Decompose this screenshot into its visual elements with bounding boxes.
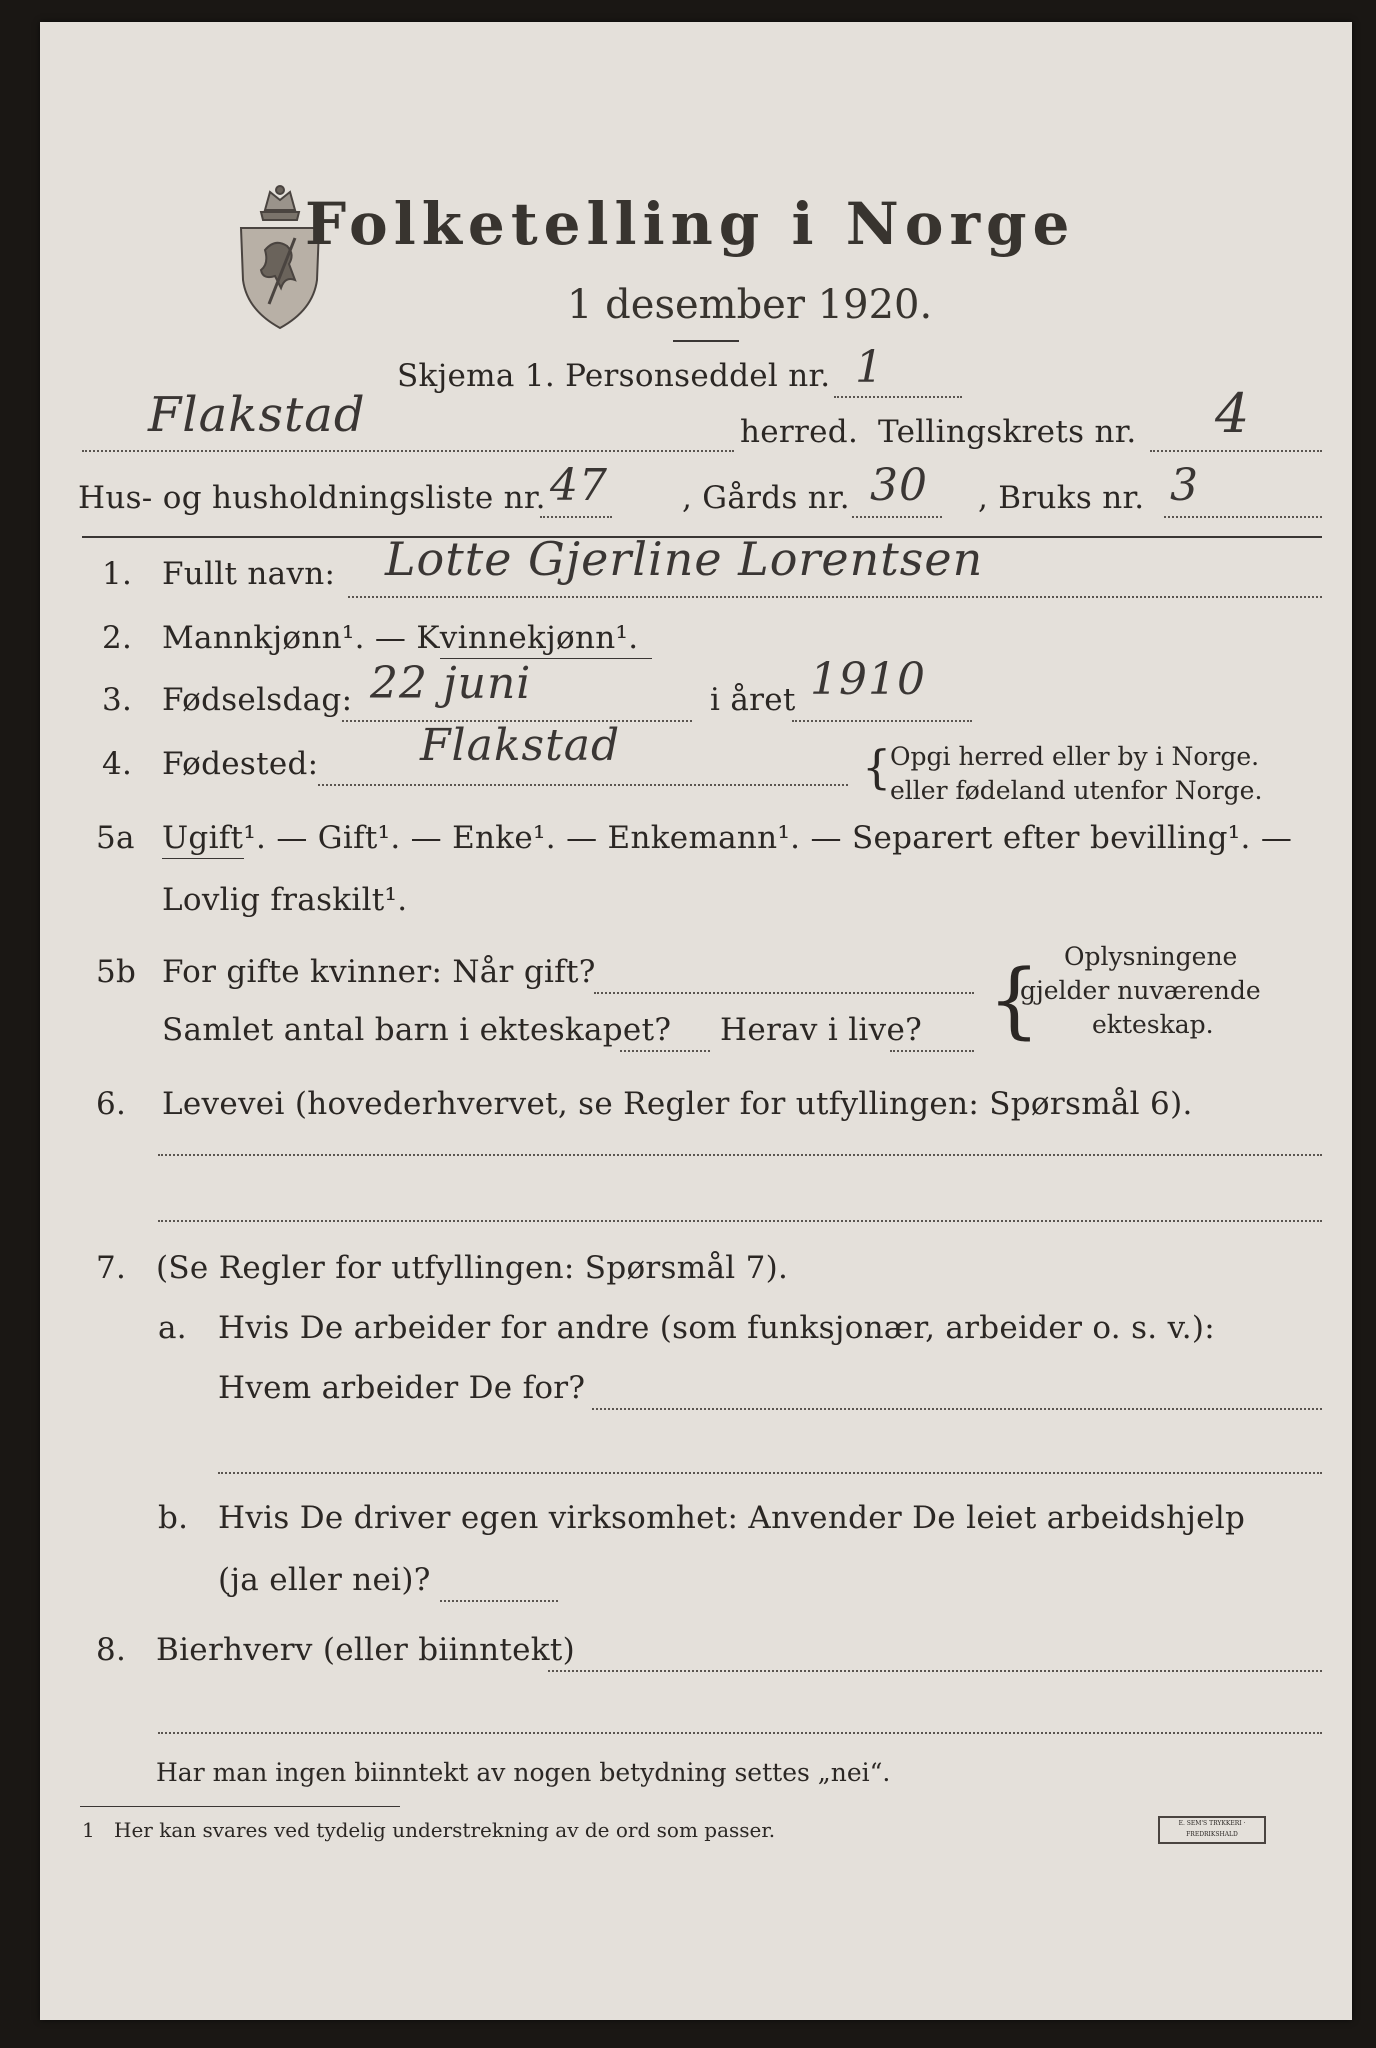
herred-dotted-line (82, 450, 734, 452)
tellingskrets-number-handwritten: 4 (1215, 382, 1251, 445)
q7a-employer-label: Hvem arbeider De for? (218, 1370, 586, 1406)
q6-label: Levevei (hovederhvervet, se Regler for utfyllingen: Spørsmål 6). (162, 1086, 1193, 1122)
q1-number: 1. (102, 556, 133, 592)
q5b-children-dotted-line (620, 1050, 710, 1052)
q4-note-line-1: Opgi herred eller by i Norge. (890, 742, 1260, 771)
q6-number: 6. (96, 1086, 127, 1122)
q8-label: Bierhverv (eller biinntekt) (156, 1632, 576, 1668)
q4-label: Fødested: (162, 746, 319, 782)
q7a-employer-dotted-line (592, 1408, 1322, 1410)
q7b-label: Hvis De driver egen virksomhet: Anvender De leiet arbeidshjelp (218, 1500, 1246, 1536)
q8-number: 8. (96, 1632, 127, 1668)
q6-dotted-line-1 (158, 1154, 1322, 1156)
skjema-number-handwritten: 1 (855, 342, 884, 393)
gards-label: , Gårds nr. (682, 480, 850, 516)
printer-stamp: E. SEM'S TRYKKERI · FREDRIKSHALD (1158, 1816, 1266, 1844)
q4-dotted-line (318, 784, 848, 786)
q1-label: Fullt navn: (162, 556, 336, 592)
q2-gender-options: Mannkjønn¹. — Kvinnekjønn¹. (162, 620, 639, 656)
q1-dotted-line (348, 596, 1322, 598)
q7a-letter: a. (158, 1310, 187, 1346)
q5b-married-dotted-line (594, 992, 974, 994)
herred-value-handwritten: Flakstad (148, 387, 366, 443)
q7b-letter: b. (158, 1500, 189, 1536)
q4-number: 4. (102, 746, 133, 782)
skjema-label: Skjema 1. Personseddel nr. (397, 358, 831, 394)
q6-dotted-line-2 (158, 1220, 1322, 1222)
q5b-alive-dotted-line (890, 1050, 974, 1052)
skjema-dotted-line (834, 396, 962, 398)
q3-year-label: i året (710, 682, 796, 718)
q4-birthplace-handwritten: Flakstad (420, 720, 621, 771)
q5b-children-label: Samlet antal barn i ekteskapet? (162, 1012, 672, 1048)
q2-number: 2. (102, 620, 133, 656)
q7-number: 7. (96, 1250, 127, 1286)
q3-year-handwritten: 1910 (810, 654, 926, 705)
footnote-divider (80, 1806, 400, 1807)
census-form-sheet (40, 22, 1352, 2020)
q5b-number: 5b (96, 954, 137, 990)
q7a-extra-dotted-line (218, 1472, 1322, 1474)
census-date: 1 desember 1920. (567, 282, 933, 328)
q5b-note-line-3: ekteskap. (1092, 1010, 1214, 1039)
q5a-marital-options: Ugift¹. — Gift¹. — Enke¹. — Enkemann¹. — Separert efter bevilling¹. — (162, 820, 1293, 856)
bruks-number-handwritten: 3 (1170, 460, 1199, 511)
title-divider (673, 340, 739, 342)
q4-note-line-2: eller fødeland utenfor Norge. (890, 776, 1263, 805)
husholdningsliste-label: Hus- og husholdningsliste nr. (78, 480, 546, 516)
herred-label: herred. (740, 414, 859, 450)
form-title: Folketelling i Norge (305, 190, 1076, 258)
q8-dotted-line (548, 1670, 1322, 1672)
q5b-alive-label: Herav i live? (720, 1012, 923, 1048)
q7-label: (Se Regler for utfyllingen: Spørsmål 7). (156, 1250, 789, 1286)
q7a-label: Hvis De arbeider for andre (som funksjonær, arbeider o. s. v.): (218, 1310, 1216, 1346)
q8-extra-dotted-line (158, 1732, 1322, 1734)
gards-number-handwritten: 30 (870, 460, 928, 511)
biinntekt-note: Har man ingen biinntekt av nogen betydning settes „nei“. (156, 1758, 891, 1787)
q5a-underline-ugift (162, 858, 244, 859)
tellingskrets-dotted-line (1150, 450, 1322, 452)
q5b-note-line-2: gjelder nuværende (1020, 976, 1261, 1005)
husholdningsliste-dotted-line (540, 516, 612, 518)
q7b-dotted-line (440, 1600, 558, 1602)
q4-note-brace: { (862, 740, 892, 794)
q3-birthday-handwritten: 22 juni (370, 658, 532, 709)
bruks-label: , Bruks nr. (978, 480, 1145, 516)
q7b-yes-no-label: (ja eller nei)? (218, 1562, 431, 1598)
gards-dotted-line (852, 516, 942, 518)
q3-label: Fødselsdag: (162, 682, 353, 718)
footnote-text: Her kan svares ved tydelig understrekning av de ord som passer. (114, 1818, 776, 1842)
q1-full-name-handwritten: Lotte Gjerline Lorentsen (385, 532, 984, 586)
q5b-married-label: For gifte kvinner: Når gift? (162, 954, 596, 990)
q5b-note-line-1: Oplysningene (1064, 942, 1238, 971)
footnote-number: 1 (82, 1818, 95, 1842)
q5a-number: 5a (96, 820, 135, 856)
q5a-marital-options-continued: Lovlig fraskilt¹. (162, 882, 408, 918)
q3-year-dotted-line (792, 720, 972, 722)
q3-number: 3. (102, 682, 133, 718)
bruks-dotted-line (1164, 516, 1322, 518)
husholdningsliste-number-handwritten: 47 (550, 460, 608, 511)
tellingskrets-label: Tellingskrets nr. (878, 414, 1137, 450)
q5b-note-brace: { (988, 953, 1041, 1048)
